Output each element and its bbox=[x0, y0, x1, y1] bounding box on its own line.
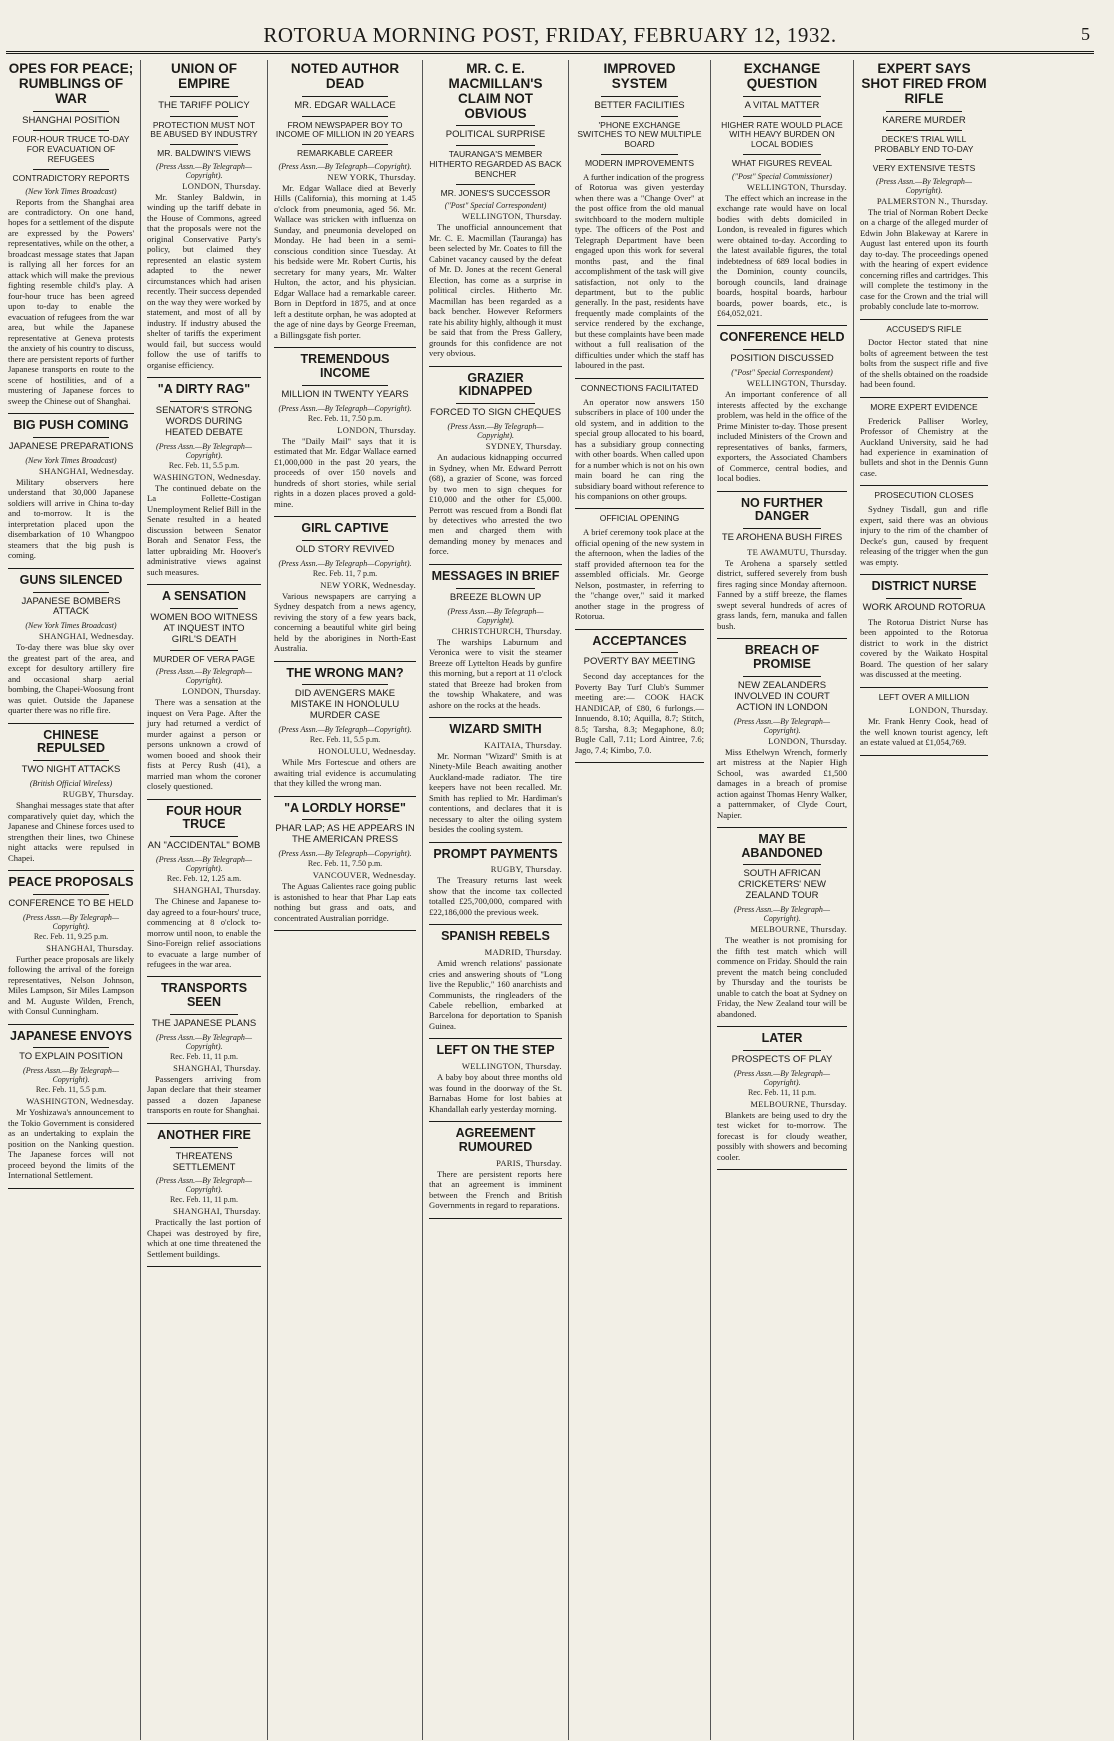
story-headline: A SENSATION bbox=[161, 589, 247, 604]
headline-rule bbox=[302, 144, 387, 145]
story-subhead: MR. EDGAR WALLACE bbox=[294, 99, 396, 111]
news-story bbox=[8, 62, 134, 414]
headline-rule bbox=[170, 650, 238, 651]
headline-rule bbox=[302, 96, 387, 97]
news-story bbox=[429, 1044, 562, 1122]
story-subhead: MR. JONES'S SUCCESSOR bbox=[440, 187, 551, 198]
story-headline: TREMENDOUS INCOME bbox=[300, 352, 390, 380]
story-received: Rec. Feb. 11, 7 p.m. bbox=[312, 568, 378, 578]
story-dateline: (Press Assn.—By Telegraph—Copyright). bbox=[156, 1032, 252, 1051]
columns bbox=[6, 60, 1094, 1740]
headline-rule bbox=[33, 760, 109, 761]
news-story bbox=[717, 497, 847, 640]
story-received: Rec. Feb. 11, 5.5 p.m. bbox=[309, 735, 381, 745]
headline-rule bbox=[886, 598, 963, 599]
news-story bbox=[429, 62, 562, 367]
news-story bbox=[147, 590, 261, 800]
story-dateline: (New York Times Broadcast) bbox=[25, 455, 117, 465]
headline-rule bbox=[170, 144, 238, 145]
news-story bbox=[274, 62, 416, 348]
story-subhead: PHAR LAP; AS HE APPEARS IN THE AMERICAN PRESS bbox=[275, 823, 415, 846]
headline-rule bbox=[33, 1047, 109, 1048]
story-body: Shanghai messages state that after comparatively quiet day, which the Japanese and Chinese forces used to strengthen their lines, two Chinese night attacks were repulsed in Chapei. bbox=[8, 800, 134, 863]
headline-rule bbox=[170, 1014, 238, 1015]
story-body: Miss Ethelwyn Wrench, formerly art mistress at the Napier High School, was awarded £1,500 damages in a breach of promise action against Thomas Henry Walker, a patternmaker, of Clyde Court, Napier. bbox=[717, 746, 847, 820]
news-story bbox=[717, 331, 847, 491]
story-place: WASHINGTON, Wednesday. bbox=[26, 1096, 134, 1107]
story-place: LONDON, Thursday. bbox=[182, 686, 261, 697]
story-headline: WIZARD SMITH bbox=[449, 721, 542, 736]
story-subhead: JAPANESE BOMBERS ATTACK bbox=[21, 595, 121, 618]
story-subhead: SENATOR'S STRONG WORDS DURING HEATED DEBATE bbox=[155, 404, 253, 438]
story-headline: DISTRICT NURSE bbox=[871, 579, 977, 594]
story-place: PALMERSTON N., Thursday. bbox=[876, 195, 988, 206]
headline-rule bbox=[743, 864, 821, 865]
story-subhead: POVERTY BAY MEETING bbox=[583, 656, 696, 668]
story-headline: JAPANESE ENVOYS bbox=[9, 1028, 133, 1043]
story-place: LONDON, Thursday. bbox=[182, 180, 261, 191]
news-story bbox=[274, 522, 416, 662]
column-7 bbox=[854, 60, 994, 1740]
story-place: CHRISTCHURCH, Thursday. bbox=[451, 625, 562, 636]
story-body: The Rotorua District Nurse has been appointed to the Rotorua district to work in the district covered by the Waikato Hospital Board. The question of her salary was discussed at the meeting. bbox=[860, 616, 988, 680]
news-story bbox=[717, 644, 847, 828]
story-subhead: WHAT FIGURES REVEAL bbox=[731, 157, 833, 168]
story-body: Mr. Frank Henry Cook, head of the well known tourist agency, left an estate valued at £1,054,769. bbox=[860, 716, 988, 748]
headline-rule bbox=[743, 349, 821, 350]
story-subhead: CONFERENCE TO BE HELD bbox=[8, 897, 134, 909]
masthead-title: ROTORUA MORNING POST, FRIDAY, FEBRUARY 12, 1932. bbox=[263, 23, 837, 47]
column-6 bbox=[711, 60, 854, 1740]
headline-rule bbox=[302, 819, 387, 820]
story-body: Further peace proposals are likely following the arrival of the foreign representatives, Nelson Johnson, Miles Lampson, Sir Miles Lampson and M. Auguste Wilden, French, with Consul Cunningham. bbox=[8, 953, 134, 1017]
story-headline: EXCHANGE QUESTION bbox=[743, 61, 821, 91]
story-subhead: MR. BALDWIN'S VIEWS bbox=[157, 148, 251, 159]
story-headline: UNION OF EMPIRE bbox=[171, 61, 237, 91]
column-3 bbox=[268, 60, 423, 1740]
story-body: A brief ceremony took place at the official opening of the new system in the afternoon, when the ladies of the staff provided afternoon tea for the assembled officials. Mr. George Nelson, postmaster, in referring to the "change over," said it marked another stage in the progress of Rotorua. bbox=[575, 527, 704, 622]
story-body: Te Arohena a sparsely settled district, suffered severely from bush fires raging since Monday afternoon. Fanned by a stiff breeze, the flames swept several hundreds of acres of grass lands, fern, manuka and fallen bush. bbox=[717, 557, 847, 631]
story-dateline: ("Post" Special Correspondent) bbox=[731, 368, 833, 378]
story-headline: GUNS SILENCED bbox=[19, 572, 123, 587]
story-headline: EXPERT SAYS SHOT FIRED FROM RIFLE bbox=[861, 61, 987, 106]
headline-rule bbox=[170, 96, 238, 97]
headline-rule bbox=[601, 652, 678, 653]
headline-rule bbox=[601, 96, 678, 97]
headline-rule bbox=[456, 125, 536, 126]
news-story bbox=[147, 383, 261, 585]
story-subhead: OLD STORY REVIVED bbox=[295, 543, 395, 555]
story-place: TE AWAMUTU, Thursday. bbox=[747, 546, 847, 557]
story-place: LONDON, Thursday. bbox=[768, 735, 847, 746]
story-headline: FOUR HOUR TRUCE bbox=[166, 803, 242, 832]
story-subhead: SHANGHAI POSITION bbox=[22, 114, 120, 126]
story-headline: PEACE PROPOSALS bbox=[8, 875, 134, 890]
story-dateline: (Press Assn.—By Telegraph—Copyright). bbox=[447, 422, 544, 441]
story-place: RUGBY, Thursday. bbox=[490, 864, 562, 875]
story-received: Rec. Feb. 11, 11 p.m. bbox=[169, 1051, 239, 1061]
story-body: Blankets are being used to dry the test wicket for to-morrow. The forecast is for cloudy weather, possibly with showers and becoming cooler. bbox=[717, 1109, 847, 1162]
headline-rule bbox=[302, 116, 387, 117]
story-subhead: A VITAL MATTER bbox=[744, 99, 820, 111]
news-story bbox=[860, 693, 988, 756]
story-headline: BIG PUSH COMING bbox=[13, 418, 129, 433]
news-story bbox=[8, 1030, 134, 1189]
story-received: Rec. Feb. 11, 11 p.m. bbox=[169, 1195, 239, 1205]
story-headline: LATER bbox=[761, 1031, 803, 1046]
news-story bbox=[717, 1032, 847, 1170]
story-body: The Chinese and Japanese to-day agreed to a four-hours' truce, commencing at 8 o'clock to-morrow until noon, to enable the Sino-Foreign relief associations to evacuate a large number of refugees in the war area. bbox=[147, 896, 261, 969]
story-body: Military observers here understand that 30,000 Japanese soldiers will arrive in China to-day and to-morrow. It is the interpretation placed upon the disembarkation of 10 Whangpoo steamers that the big push is coming. bbox=[8, 476, 134, 561]
story-body: Mr Yoshizawa's announcement to the Tokio Government is considered as an undertaking to explain the position on the Nanking question. The Japanese forces will not proceed beyond the limits of the International Settlement. bbox=[8, 1107, 134, 1181]
news-story bbox=[717, 62, 847, 326]
story-body: Passengers arriving from Japan declare that their steamer passed a dozen Japanese transports en route for Shanghai. bbox=[147, 1073, 261, 1116]
news-story bbox=[8, 729, 134, 871]
story-body: The continued debate on the La Follette-Costigan Unemployment Relief Bill in the Senate resulted in a heated discussion between Senator Borah and Senator Fess, the latter upbraiding Mr. Hoover's administrative views against such measures. bbox=[147, 482, 261, 577]
story-body: Second day acceptances for the Poverty Bay Turf Club's Summer meeting are:— COOK HACK HANDICAP, of £80, 6 furlongs.—Innuendo, 8.10; Aquilla, 8.7; Stitch, 8.5; Tarsha, 8.3; Megaphone, 8.0; Bugle Call, 7.11; Lord Aintree, 7.6; Jago, 7.4; Kimbo, 7.0. bbox=[575, 671, 704, 755]
headline-rule bbox=[743, 154, 821, 155]
story-place: SHANGHAI, Thursday. bbox=[46, 942, 134, 953]
story-subhead: DID AVENGERS MAKE MISTAKE IN HONOLULU MURDER CASE bbox=[290, 688, 400, 722]
story-headline: IMPROVED SYSTEM bbox=[603, 61, 676, 91]
story-dateline: (Press Assn.—By Telegraph—Copyright). bbox=[156, 855, 252, 874]
news-story bbox=[575, 514, 704, 629]
story-subhead: SOUTH AFRICAN CRICKETERS' NEW ZEALAND TOUR bbox=[738, 868, 826, 902]
story-place: SHANGHAI, Thursday. bbox=[173, 885, 261, 896]
story-place: LONDON, Thursday. bbox=[337, 424, 416, 435]
story-headline: AGREEMENT RUMOURED bbox=[455, 1126, 536, 1154]
story-received: Rec. Feb. 12, 1.25 a.m. bbox=[166, 874, 242, 884]
story-dateline: (Press Assn.—By Telegraph—Copyright). bbox=[156, 1176, 252, 1195]
story-dateline: (Press Assn.—By Telegraph—Copyright). bbox=[23, 1066, 119, 1085]
story-body: There was a sensation at the inquest on Vera Page. After the jury had returned a verdict of murder against a person or persons unknown a crowd of women booed and shook their fists at Percy Rush (41), a married man whom the coroner closely questioned. bbox=[147, 697, 261, 792]
headline-rule bbox=[456, 588, 536, 589]
headline-rule bbox=[743, 528, 821, 529]
story-place: WELLINGTON, Thursday. bbox=[461, 1061, 562, 1072]
news-story bbox=[429, 1127, 562, 1218]
news-story bbox=[147, 805, 261, 978]
story-body: Sydney Tisdall, gun and rifle expert, said there was an obvious injury to the rim of the chamber of Decke's gun, caused by frequent releasing of the trigger when the gun was empty. bbox=[860, 504, 988, 567]
story-place: RUGBY, Thursday. bbox=[62, 789, 134, 800]
story-headline: MAY BE ABANDONED bbox=[741, 831, 823, 860]
story-subhead: WORK AROUND ROTORUA bbox=[862, 601, 986, 613]
story-place: NEW YORK, Thursday. bbox=[327, 171, 416, 182]
news-story bbox=[274, 802, 416, 932]
story-received: Rec. Feb. 11, 5.5 p.m. bbox=[168, 460, 240, 470]
story-dateline: (Press Assn.—By Telegraph—Copyright). bbox=[23, 912, 119, 931]
story-body: A baby boy about three months old was found in the doorway of the St. Barnabas Home for lost babies at Khandallah early yesterday morning. bbox=[429, 1072, 562, 1114]
headline-rule bbox=[302, 540, 387, 541]
story-headline: ANOTHER FIRE bbox=[157, 1127, 251, 1142]
story-received: Rec. Feb. 11, 7.50 p.m. bbox=[307, 413, 383, 423]
headline-rule bbox=[33, 130, 109, 131]
story-body: The Treasury returns last week show that the income tax collected totalled £25,700,000, compared with £22,186,000 the previous week. bbox=[429, 875, 562, 917]
news-story bbox=[860, 325, 988, 398]
story-place: SHANGHAI, Thursday. bbox=[173, 1062, 261, 1073]
story-dateline: (Press Assn.—By Telegraph—Copyright). bbox=[156, 161, 252, 180]
story-subhead: ACCUSED'S RIFLE bbox=[886, 323, 962, 334]
story-place: MELBOURNE, Thursday. bbox=[750, 1098, 847, 1109]
headline-rule bbox=[170, 608, 238, 609]
story-body: An operator now answers 150 subscribers in place of 100 under the old system, and in addition to the special group allocated to his board, has a subsidiary group connecting with other boards. When called upon for a number which is not on his own main board he can ring the subsidiary board without reference to his companions on other groups. bbox=[575, 396, 704, 501]
headline-rule bbox=[601, 154, 678, 155]
story-dateline: (Press Assn.—By Telegraph—Copyright). bbox=[447, 606, 544, 625]
headline-rule bbox=[302, 684, 387, 685]
story-dateline: (Press Assn.—By Telegraph—Copyright). bbox=[278, 725, 412, 735]
story-place: MELBOURNE, Thursday. bbox=[750, 924, 847, 935]
story-subhead: PROSECUTION CLOSES bbox=[874, 490, 974, 501]
story-subhead: MORE EXPERT EVIDENCE bbox=[870, 401, 978, 412]
story-subhead: PROSPECTS OF PLAY bbox=[731, 1053, 833, 1065]
headline-rule bbox=[33, 437, 109, 438]
story-subhead: TE AROHENA BUSH FIRES bbox=[721, 532, 843, 544]
story-headline: CONFERENCE HELD bbox=[719, 330, 845, 345]
column-1 bbox=[6, 60, 141, 1740]
story-subhead: JAPANESE PREPARATIONS bbox=[8, 440, 134, 452]
story-place: SYDNEY, Thursday. bbox=[485, 441, 562, 452]
story-dateline: (Press Assn.—By Telegraph—Copyright). bbox=[156, 441, 252, 460]
story-received: Rec. Feb. 11, 9.25 p.m. bbox=[33, 931, 109, 941]
story-subhead: MODERN IMPROVEMENTS bbox=[584, 157, 695, 168]
headline-rule bbox=[886, 159, 963, 160]
story-body: Reports from the Shanghai area are contradictory. On one hand, hopes for a settlement of the dispute are expressed by the Powers' representatives, while on the other, a broadcast message states that Japan is rallying all her forces for an attack which will make the previous fighting resemble child's play. A four-hour truce has been agreed upon to-day to enable the evacuation of refugees from the war area, but while the Japanese representative at Geneva protests the anxiety of his country to discuss, there are persistent reports of further Japanese transports en route to the scene of hostilities, and of a mustering of Japanese forces to sweep the Chinese out of Shanghai. bbox=[8, 196, 134, 406]
news-story bbox=[429, 372, 562, 565]
story-place: WELLINGTON, Thursday. bbox=[461, 211, 562, 222]
story-subhead: THE TARIFF POLICY bbox=[158, 99, 250, 111]
story-headline: "A LORDLY HORSE" bbox=[284, 800, 406, 815]
story-headline: MESSAGES IN BRIEF bbox=[431, 568, 560, 583]
story-headline: CHINESE REPULSED bbox=[36, 727, 106, 756]
story-body: An audacious kidnapping occurred in Sydney, when Mr. Edward Perrott (68), a grazier of Scone, was forced by two men to sign cheques for £10,000 and the other for £5,000. Perrott was rescued from a Bondi flat by detectives who arrested the two men and charged them with demanding money by menaces and force. bbox=[429, 452, 562, 557]
story-headline: THE WRONG MAN? bbox=[286, 665, 404, 680]
story-place: WELLINGTON, Thursday. bbox=[746, 378, 847, 389]
story-subhead: REMARKABLE CAREER bbox=[297, 148, 393, 159]
story-subhead: FROM NEWSPAPER BOY TO INCOME OF MILLION IN 20 YEARS bbox=[275, 119, 415, 140]
story-headline: TRANSPORTS SEEN bbox=[160, 981, 248, 1010]
news-story bbox=[8, 419, 134, 569]
story-dateline: (Press Assn.—By Telegraph—Copyright). bbox=[278, 403, 412, 413]
news-story bbox=[8, 574, 134, 724]
story-headline: NO FURTHER DANGER bbox=[741, 495, 823, 524]
headline-rule bbox=[886, 111, 963, 112]
story-dateline: ("Post" Special Correspondent) bbox=[444, 201, 547, 211]
story-subhead: VERY EXTENSIVE TESTS bbox=[872, 162, 976, 173]
news-story bbox=[860, 403, 988, 487]
story-place: NEW YORK, Wednesday. bbox=[320, 579, 416, 590]
story-headline: ACCEPTANCES bbox=[592, 633, 687, 648]
headline-rule bbox=[170, 401, 238, 402]
story-dateline: (New York Times Broadcast) bbox=[25, 186, 117, 196]
story-subhead: LEFT OVER A MILLION bbox=[878, 691, 970, 702]
story-subhead: THREATENS SETTLEMENT bbox=[172, 1150, 236, 1173]
story-body: Amid wrench relations' passionate cries and answering shouts of "Long live the Republic," 160 anarchists and Communists, the ringleaders of the Cabele rebellion, embarked at Barcelona for deportation to Spanish Guinea. bbox=[429, 958, 562, 1031]
story-subhead: MILLION IN TWENTY YEARS bbox=[281, 388, 409, 400]
news-story bbox=[429, 570, 562, 718]
news-story bbox=[274, 667, 416, 797]
news-story bbox=[860, 62, 988, 320]
news-story bbox=[860, 580, 988, 688]
news-story bbox=[575, 635, 704, 764]
story-body: Mr. Edgar Wallace died at Beverly Hills (California), this morning at 1.45 o'clock from pneumonia, aged 56. Mr. Wallace was stricken with influenza on Sunday, and pneumonia developed on Monday. He had been in a semi-conscious condition since Tuesday. At his bedside were Mr. Robert Curtis, his secretary for many years, Mr. Walter Hulton, the actor, and his physician. Edgar Wallace had a remarkable career. Born in Deptford in 1875, and at once left a destitute orphan, he was adopted at the age of nine days by George Freeman, a Billingsgate fish porter. bbox=[274, 182, 416, 340]
story-place: LONDON, Thursday. bbox=[909, 705, 988, 716]
story-dateline: (Press Assn.—By Telegraph—Copyright). bbox=[734, 905, 830, 924]
story-body: Mr. Norman "Wizard" Smith is at Ninety-Mile Beach awaiting another Auckland-made radiator. The tire keepers have not been recalled. Mr. Smith has replied to Mr. Hardiman's contentions, and declares that it is necessary to alter the oiling system besides the cooling system. bbox=[429, 750, 562, 835]
news-story bbox=[147, 62, 261, 378]
story-subhead: THE JAPANESE PLANS bbox=[151, 1017, 257, 1029]
story-headline: OPES FOR PEACE; RUMBLINGS OF WAR bbox=[8, 61, 134, 106]
story-subhead: POLITICAL SURPRISE bbox=[445, 129, 546, 141]
headline-rule bbox=[33, 894, 109, 895]
story-body: Doctor Hector stated that nine bolts of agreement between the test bolts from the suspect rifle and five of the shells obtained on the roadside had been found. bbox=[860, 337, 988, 390]
story-headline: BREACH OF PROMISE bbox=[744, 643, 820, 672]
story-headline: NOTED AUTHOR DEAD bbox=[290, 61, 400, 91]
story-body: Frederick Palliser Worley, Professor of Chemistry at the Auckland University, said he had had experience in examination of bullets and shot in the Dennis Gunn case. bbox=[860, 415, 988, 478]
story-place: SHANGHAI, Wednesday. bbox=[38, 631, 134, 642]
headline-rule bbox=[456, 145, 536, 146]
headline-rule bbox=[743, 116, 821, 117]
story-subhead: OFFICIAL OPENING bbox=[599, 513, 680, 524]
headline-rule bbox=[33, 592, 109, 593]
story-subhead: AN "ACCIDENTAL" BOMB bbox=[147, 840, 261, 852]
headline-rule bbox=[743, 96, 821, 97]
story-subhead: BETTER FACILITIES bbox=[594, 99, 685, 111]
headline-rule bbox=[743, 1050, 821, 1051]
headline-rule bbox=[170, 116, 238, 117]
story-subhead: WOMEN BOO WITNESS AT INQUEST INTO GIRL'S DEATH bbox=[150, 611, 258, 645]
headline-rule bbox=[886, 130, 963, 131]
story-subhead: FOUR-HOUR TRUCE TO-DAY FOR EVACUATION OF REFUGEES bbox=[12, 134, 130, 164]
news-story bbox=[429, 723, 562, 843]
story-subhead: KARERE MURDER bbox=[882, 114, 966, 126]
story-dateline: (New York Times Broadcast) bbox=[25, 621, 117, 631]
story-received: Rec. Feb. 11, 5.5 p.m. bbox=[35, 1085, 107, 1095]
story-place: VANCOUVER, Wednesday. bbox=[312, 870, 416, 881]
news-story bbox=[429, 930, 562, 1039]
news-story bbox=[717, 833, 847, 1027]
news-story bbox=[8, 876, 134, 1025]
story-subhead: DECKE'S TRIAL WILL PROBABLY END TO-DAY bbox=[874, 134, 974, 155]
story-body: The warships Laburnum and Veronica were to visit the steamer Breeze off Lyttelton Heads by gunfire this morning, but a report at 11 o'clock stated that Breeze had broken from the towship Whakatere, and was ashore on the rocks at the heads. bbox=[429, 636, 562, 710]
headline-rule bbox=[302, 385, 387, 386]
story-body: Various newspapers are carrying a Sydney despatch from a news agency, reviving the story of a few years back, concerning a beautiful white girl being held by the aborigines in North-East Australia. bbox=[274, 590, 416, 654]
news-story bbox=[575, 384, 704, 510]
story-subhead: PROTECTION MUST NOT BE ABUSED BY INDUSTRY bbox=[150, 119, 258, 140]
story-dateline: (British Official Wireless) bbox=[29, 779, 113, 789]
story-body: The weather is not promising for the fifth test match which will commence on Friday. Should the rain prevent the match being concluded by Thursday and the tourists be unable to catch the boat at Sydney on Friday, the New Zealand tour will be abandoned. bbox=[717, 935, 847, 1019]
story-body: The effect which an increase in the exchange rate would have on local bodies with debts domiciled in London, is revealed in figures which were obtained to-day. According to the latest available figures, the total indebtedness of 689 local bodies in the Dominion, county councils, borough councils, land drainage boards, hospital boards, harbour boards, power boards, etc., is £64,052,021. bbox=[717, 192, 847, 318]
headline-rule bbox=[33, 111, 109, 112]
story-headline: GIRL CAPTIVE bbox=[301, 520, 389, 535]
headline-rule bbox=[170, 836, 238, 837]
news-story bbox=[147, 982, 261, 1123]
story-dateline: (Press Assn.—By Telegraph—Copyright). bbox=[156, 667, 252, 686]
story-received: Rec. Feb. 11, 11 p.m. bbox=[747, 1087, 817, 1097]
story-dateline: (Press Assn.—By Telegraph—Copyright). bbox=[278, 849, 412, 859]
story-body: To-day there was blue sky over the greatest part of the area, and except for desultory artillery fire and occasional sharp aerial bombing, the Chapei-Woosung front was quiet. Outside the Japanese quarter there was no rifle fire. bbox=[8, 642, 134, 716]
story-received: Rec. Feb. 11, 7.50 p.m. bbox=[307, 859, 383, 869]
column-2 bbox=[141, 60, 268, 1740]
news-story bbox=[860, 491, 988, 575]
news-story bbox=[274, 353, 416, 517]
column-4 bbox=[423, 60, 569, 1740]
story-subhead: BREEZE BLOWN UP bbox=[449, 591, 542, 603]
story-headline: "A DIRTY RAG" bbox=[157, 382, 251, 397]
story-dateline: (Press Assn.—By Telegraph—Copyright). bbox=[734, 1068, 830, 1087]
story-place: WELLINGTON, Thursday. bbox=[746, 181, 847, 192]
story-body: The "Daily Mail" says that it is estimated that Mr. Edgar Wallace earned £1,000,000 in the past 20 years, the proceeds of over 150 novels and hundreds of short stories, while serial rights in a dozen places proved a gold-mine. bbox=[274, 435, 416, 509]
story-body: The Aguas Calientes race going public is astonished to hear that Phar Lap eats nothing but grass and oats, and concentrated Australian porridge. bbox=[274, 881, 416, 923]
story-subhead: FORCED TO SIGN CHEQUES bbox=[429, 407, 562, 419]
headline-rule bbox=[456, 403, 536, 404]
headline-rule bbox=[601, 116, 678, 117]
news-story bbox=[147, 1129, 261, 1268]
story-body: A further indication of the progress of Rotorua was given yesterday when there was a "Change Over" at the post office from the old manual switchboard to the modern multiple type. The officers of the Post and Telegraph Department have been engaged upon this work for several months past, and the final accomplishment of the task will give satisfaction, not only to the department, but to the public generally. In the past, residents have frequently made complaints of the service rendered by the exchange, but these complaints have been made without a full realisation of the difficulties under which the staff has laboured in the past. bbox=[575, 171, 704, 371]
story-subhead: TWO NIGHT ATTACKS bbox=[21, 764, 121, 776]
story-subhead: TAURANGA'S MEMBER HITHERTO REGARDED AS BACK BENCHER bbox=[429, 149, 562, 179]
story-headline: GRAZIER KIDNAPPED bbox=[458, 370, 533, 399]
story-dateline: (Press Assn.—By Telegraph—Copyright). bbox=[278, 558, 412, 568]
story-body: While Mrs Fortescue and others are awaiting trial evidence is accumulating that they killed the wrong man. bbox=[274, 757, 416, 789]
story-headline: SPANISH REBELS bbox=[441, 929, 550, 944]
headline-rule bbox=[170, 1147, 238, 1148]
story-subhead: 'PHONE EXCHANGE SWITCHES TO NEW MULTIPLE BOARD bbox=[577, 119, 702, 150]
story-subhead: CONNECTIONS FACILITATED bbox=[580, 382, 699, 393]
story-place: KAITAIA, Thursday. bbox=[484, 739, 562, 750]
story-body: Practically the last portion of Chapei was destroyed by fire, which at one time threatened the Settlement buildings. bbox=[147, 1217, 261, 1259]
story-headline: PROMPT PAYMENTS bbox=[433, 846, 558, 861]
story-headline: MR. C. E. MACMILLAN'S CLAIM NOT OBVIOUS bbox=[448, 61, 543, 121]
story-subhead: HIGHER RATE WOULD PLACE WITH HEAVY BURDEN ON LOCAL BODIES bbox=[721, 119, 843, 150]
story-dateline: (Press Assn.—By Telegraph—Copyright). bbox=[278, 161, 412, 171]
story-subhead: TO EXPLAIN POSITION bbox=[19, 1051, 123, 1063]
headline-rule bbox=[743, 676, 821, 677]
story-body: There are persistent reports here that an agreement is imminent between the French and British Governments in regard to reparations. bbox=[429, 1168, 562, 1211]
story-body: An important conference of all interests affected by the exchange problem, was held in the office of the Prime Minister to-day. Those present included Ministers of the Crown and representatives of banks, farmers, exporters, the Associated Chambers of Commerce, central bodies, and local bodies. bbox=[717, 389, 847, 484]
story-dateline: (Press Assn.—By Telegraph—Copyright). bbox=[734, 716, 830, 735]
story-subhead: MURDER OF VERA PAGE bbox=[153, 653, 255, 664]
story-place: HONOLULU, Wednesday. bbox=[318, 746, 416, 757]
news-story bbox=[575, 62, 704, 379]
story-place: MADRID, Thursday. bbox=[484, 947, 562, 958]
story-place: SHANGHAI, Wednesday. bbox=[38, 465, 134, 476]
news-story bbox=[429, 848, 562, 926]
story-place: PARIS, Thursday. bbox=[496, 1157, 562, 1168]
story-headline: LEFT ON THE STEP bbox=[436, 1043, 555, 1058]
story-dateline: (Press Assn.—By Telegraph—Copyright). bbox=[876, 176, 972, 195]
story-body: The unofficial announcement that Mr. C. E. Macmillan (Tauranga) has been selected by Mr. Coates to fill the Cabinet vacancy caused by the defeat of Mr. D. Jones at the recent General Election, has come as a surprise in political circles. Hitherto Mr. Macmillan has been regarded as a back bencher. However Reformers rate his ability highly, although it must be said that from the Press Gallery, grounds for this confidence are not very obvious. bbox=[429, 222, 562, 359]
story-subhead: CONTRADICTORY REPORTS bbox=[12, 172, 130, 183]
headline-rule bbox=[33, 169, 109, 170]
story-place: WASHINGTON, Wednesday. bbox=[153, 471, 261, 482]
story-subhead: POSITION DISCUSSED bbox=[730, 353, 834, 365]
story-body: The trial of Norman Robert Decke on a charge of the alleged murder of Edwin John Blakeway at Karere in August last entered upon its fourth day to-day. The proceedings opened with the hearing of expert evidence concerning rifles and cartridges. This will complete the testimony in the case for the Crown and the trial will probably conclude late to-morrow. bbox=[860, 206, 988, 312]
story-subhead: NEW ZEALANDERS INVOLVED IN COURT ACTION IN LONDON bbox=[734, 679, 830, 713]
page-number: 5 bbox=[1081, 24, 1090, 44]
story-body: Mr. Stanley Baldwin, in winding up the tariff debate in the House of Commons, agreed that the proposals were not the original Conservative Party's policy, but claimed they represented an elastic system adapted to the newer circumstances which had arisen recently. Their success depended on the way they were worked by statement, and most of all by industry. If industry abused the shelter of tariffs the experiment would fail, but success would follow the use of tariffs to organise efficiency. bbox=[147, 191, 261, 370]
story-dateline: ("Post" Special Commissioner) bbox=[731, 171, 833, 181]
masthead bbox=[6, 14, 1094, 54]
story-place: SHANGHAI, Thursday. bbox=[173, 1206, 261, 1217]
headline-rule bbox=[456, 184, 536, 185]
column-5 bbox=[569, 60, 711, 1740]
